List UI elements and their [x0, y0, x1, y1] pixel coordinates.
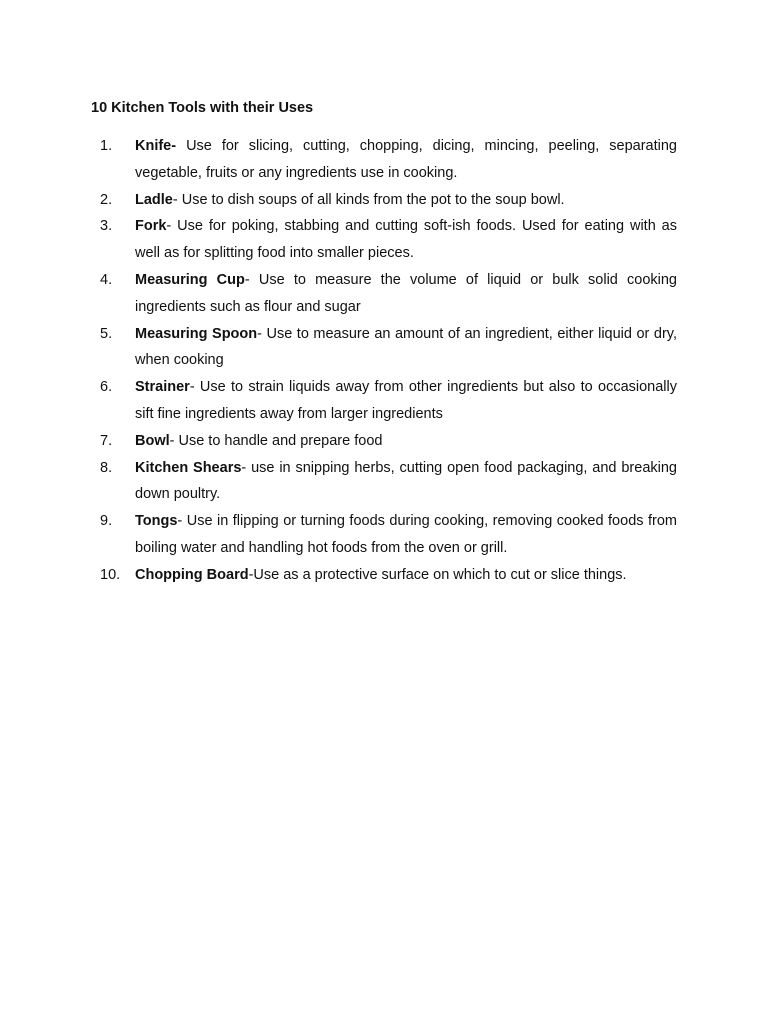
list-item	[100, 267, 677, 321]
list-item	[100, 428, 677, 455]
tool-description: - Use for poking, stabbing and cutting soft-ish foods. Used for eating with as well as for splitting food into smaller pieces.	[135, 218, 677, 262]
kitchen-tools-list	[100, 133, 677, 589]
tool-name: Strainer	[135, 379, 190, 396]
list-item-number: 3.	[100, 218, 113, 235]
tool-description: - Use to strain liquids away from other ingredients but also to occasionally sift fine ingredients away from larger ingredients	[135, 379, 677, 422]
list-item-number: 10.	[100, 566, 121, 583]
list-item-number: 2.	[100, 191, 113, 208]
tool-name: Tongs	[135, 513, 178, 530]
list-item	[100, 374, 677, 428]
list-item-number: 9.	[100, 513, 113, 530]
list-item-number: 4.	[100, 271, 113, 288]
tool-description: - use in snipping herbs, cutting open food packaging, and breaking down poultry.	[135, 459, 677, 503]
tool-description: -Use as a protective surface on which to cut or slice things.	[248, 566, 627, 583]
list-item-number: 1.	[100, 138, 113, 154]
document-title: 10 Kitchen Tools with their Uses	[91, 100, 314, 116]
tool-description: - Use to measure the volume of liquid or bulk solid cooking ingredients such as flour and sugar	[135, 271, 677, 315]
tool-description: - Use to dish soups of all kinds from the pot to the soup bowl.	[172, 191, 565, 208]
tool-description: Use for slicing, cutting, chopping, dicing, mincing, peeling, separating vegetable, fruits or any ingredients use in cooking.	[135, 138, 677, 181]
tool-name: Measuring Cup	[135, 271, 245, 288]
tool-description: - Use to handle and prepare food	[169, 432, 383, 449]
tool-name: Ladle	[135, 191, 173, 208]
tool-name: Measuring Spoon	[135, 325, 258, 342]
list-item	[100, 455, 677, 509]
list-item-number: 6.	[100, 379, 113, 396]
tool-description: - Use to measure an amount of an ingredient, either liquid or dry, when cooking	[135, 325, 677, 369]
tool-description: - Use in flipping or turning foods during cooking, removing cooked foods from boiling water and handling hot foods from the oven or grill.	[135, 513, 677, 556]
list-item-number: 7.	[100, 432, 113, 449]
list-item	[100, 187, 677, 214]
list-item-number: 8.	[100, 459, 113, 476]
list-item	[100, 133, 677, 187]
tool-name: Knife-	[135, 138, 177, 154]
list-item	[100, 213, 677, 267]
list-item	[100, 562, 677, 589]
list-item-number: 5.	[100, 325, 113, 342]
list-item	[100, 508, 677, 562]
tool-name: Chopping Board	[135, 566, 249, 583]
tool-name: Fork	[135, 218, 167, 235]
list-item	[100, 321, 677, 375]
tool-name: Kitchen Shears	[135, 459, 242, 476]
tool-name: Bowl	[135, 432, 170, 449]
